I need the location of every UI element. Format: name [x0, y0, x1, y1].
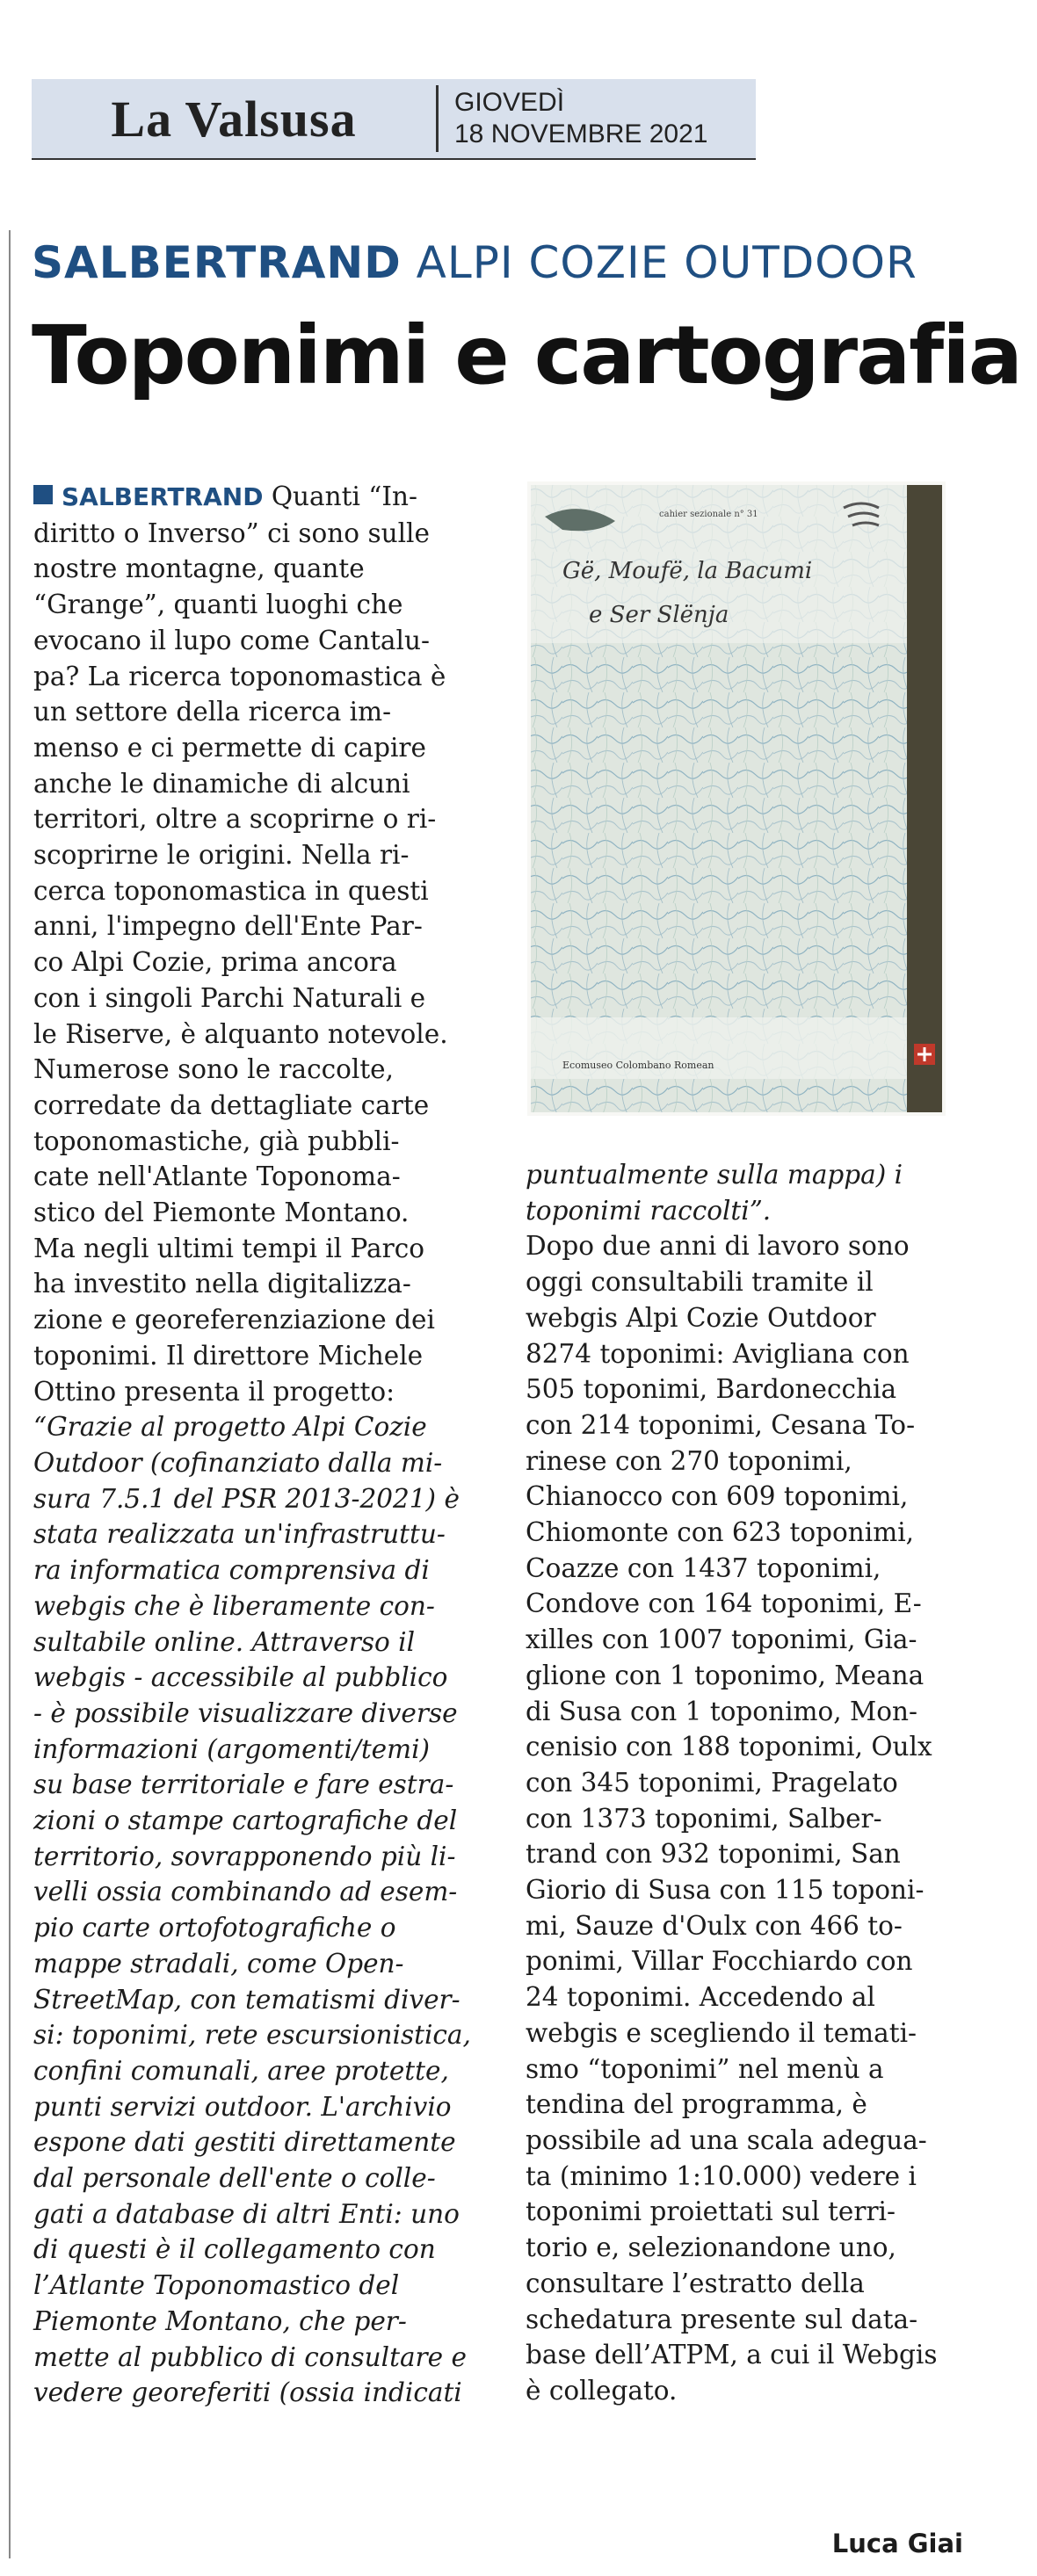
issue-day: GIOVEDÌ — [454, 88, 565, 117]
line-text: territorio, sovrapponendo più li- — [33, 1841, 456, 1871]
line-text: torio e, selezionandone uno, — [526, 2232, 896, 2263]
line-text: menso e ci permette di capire — [33, 732, 426, 763]
line-text: - è possibile visualizzare diverse — [33, 1697, 458, 1728]
line-text: rinese con 270 toponimi, — [526, 1445, 852, 1476]
cover-author: Ecomuseo Colombano Romean — [562, 1060, 714, 1071]
text-line — [33, 1803, 482, 1839]
cover-title-1: Gë, Moufë, la Bacumi — [562, 558, 813, 584]
text-line — [33, 1338, 482, 1374]
line-text: di Susa con 1 toponimo, Mon- — [526, 1696, 917, 1726]
line-text: ta (minimo 1:10.000) vedere i — [526, 2160, 917, 2191]
text-line — [33, 2340, 482, 2376]
line-text: punti servizi outdoor. L'archivio — [33, 2091, 452, 2122]
text-line — [526, 2266, 965, 2302]
line-text: xilles con 1007 toponimi, Gia- — [526, 1624, 917, 1655]
text-line — [526, 2230, 965, 2266]
line-text: un settore della ricerca im- — [33, 697, 392, 727]
text-line — [33, 730, 482, 766]
text-line — [33, 1946, 482, 1982]
line-text: tendina del programma, è — [526, 2089, 867, 2120]
text-line — [33, 1767, 482, 1803]
text-line — [33, 479, 482, 516]
article-column-2 — [526, 1157, 965, 2409]
line-text: toponimi. Il direttore Michele — [33, 1340, 424, 1371]
line-text: Numerose sono le raccolte, — [33, 1054, 395, 1085]
text-line — [33, 2124, 482, 2160]
line-text: Coazze con 1437 toponimi, — [526, 1552, 881, 1583]
text-line — [33, 873, 482, 909]
line-text: glione con 1 toponimo, Meana — [526, 1660, 925, 1690]
article-headline: Toponimi e cartografia — [32, 308, 1021, 402]
line-text: toponomastiche, già pubbli- — [33, 1125, 400, 1156]
text-line — [526, 1658, 965, 1694]
line-text: diritto o Inverso” ci sono sulle — [33, 517, 430, 548]
line-text: cerca toponomastica in questi — [33, 875, 429, 906]
text-line — [33, 551, 482, 587]
text-line — [526, 1765, 965, 1801]
text-line — [526, 2373, 965, 2409]
line-text: con i singoli Parchi Naturali e — [33, 982, 426, 1013]
text-line — [33, 1552, 482, 1588]
cover-title-2: e Ser Slënja — [589, 602, 729, 628]
text-line — [33, 1052, 482, 1088]
text-line — [526, 1407, 965, 1444]
line-text: mappe stradali, come Open- — [33, 1948, 404, 1979]
issue-date-text: 18 NOVEMBRE 2021 — [454, 119, 708, 148]
book-cover-image — [527, 481, 946, 1116]
line-text: gati a database di altri Enti: uno — [33, 2198, 460, 2229]
line-text: 505 toponimi, Bardonecchia — [526, 1374, 897, 1405]
issue-date — [439, 87, 707, 150]
line-text: smo “toponimi” nel menù a — [526, 2053, 884, 2084]
line-text: stico del Piemonte Montano. — [33, 1198, 410, 1228]
line-text: Ottino presenta il progetto: — [33, 1376, 395, 1407]
text-line — [526, 1264, 965, 1300]
text-line — [33, 1696, 482, 1732]
column-edge-rule — [9, 230, 11, 2558]
text-line — [526, 1622, 965, 1658]
line-text: co Alpi Cozie, prima ancora — [33, 947, 397, 978]
text-line — [33, 1624, 482, 1661]
text-line — [33, 1231, 482, 1267]
line-text: Ma negli ultimi tempi il Parco — [33, 1233, 424, 1263]
line-text: vedere georeferiti (ossia indicati — [33, 2377, 462, 2408]
line-text: consultare l’estratto della — [526, 2268, 865, 2298]
cover-series: cahier sezionale n° 31 — [659, 510, 758, 519]
text-line — [33, 980, 482, 1017]
line-text: di questi è il collegamento con — [33, 2234, 436, 2265]
line-text: toponimi raccolti”. — [526, 1195, 772, 1226]
masthead — [32, 79, 756, 158]
line-text: Piemonte Montano, che per- — [33, 2305, 407, 2336]
text-line — [526, 1908, 965, 1944]
line-text: trand con 932 toponimi, San — [526, 1839, 901, 1870]
text-line — [526, 1943, 965, 1979]
dateline-place: SALBERTRAND — [62, 482, 264, 511]
line-text: sura 7.5.1 del PSR 2013-2021) è — [33, 1483, 460, 1514]
text-line — [526, 1300, 965, 1336]
line-text: zioni o stampe cartografiche del — [33, 1805, 458, 1836]
text-line — [526, 1872, 965, 1908]
text-line — [33, 1088, 482, 1124]
text-line — [33, 2232, 482, 2268]
text-line — [33, 1982, 482, 2018]
text-line — [33, 2196, 482, 2232]
line-text: puntualmente sulla mappa) i — [526, 1160, 903, 1190]
line-text: l’Atlante Toponomastico del — [33, 2270, 400, 2301]
text-line — [33, 659, 482, 695]
text-line — [33, 1839, 482, 1875]
text-line — [33, 1445, 482, 1481]
article-column-1 — [33, 479, 482, 2411]
line-text: ponimi, Villar Focchiardo con — [526, 1946, 913, 1977]
text-line — [526, 1371, 965, 1407]
line-text: con 1373 toponimi, Salber- — [526, 1803, 882, 1834]
masthead-rule — [32, 158, 756, 160]
text-line — [33, 1732, 482, 1768]
text-line — [526, 1336, 965, 1372]
line-text: corredate da dettagliate carte — [33, 1089, 430, 1120]
line-text: Quanti “In- — [271, 481, 417, 511]
line-text: Outdoor (cofinanziato dalla mi- — [33, 1447, 443, 1478]
text-line — [526, 1979, 965, 2015]
text-line — [33, 1195, 482, 1231]
line-text: dal personale dell'ente o colle- — [33, 2163, 436, 2194]
line-text: confini comunali, aree protette, — [33, 2055, 449, 2086]
line-text: schedatura presente sul data- — [526, 2304, 918, 2334]
text-line — [526, 1193, 965, 1229]
text-line — [526, 1801, 965, 1837]
line-text: espone dati gestiti direttamente — [33, 2127, 456, 2158]
newspaper-logo: La Valsusa — [111, 90, 357, 148]
text-line — [33, 1588, 482, 1624]
line-text: Chiomonte con 623 toponimi, — [526, 1517, 915, 1548]
line-text: toponimi proiettati sul terri- — [526, 2196, 896, 2227]
text-line — [33, 944, 482, 980]
line-text: possibile ad una scala adegua- — [526, 2124, 927, 2155]
text-line — [526, 1515, 965, 1551]
line-text: con 345 toponimi, Pragelato — [526, 1767, 898, 1798]
text-line — [526, 2015, 965, 2051]
text-line — [33, 2375, 482, 2411]
line-text: webgis e scegliendo il temati- — [526, 2017, 917, 2048]
section-square-icon — [33, 485, 53, 504]
text-line — [526, 1444, 965, 1480]
line-text: è collegato. — [526, 2375, 678, 2406]
text-line — [526, 1479, 965, 1515]
text-line — [33, 2089, 482, 2125]
text-line — [33, 2053, 482, 2089]
text-line — [33, 837, 482, 873]
text-line — [526, 2194, 965, 2230]
text-line — [526, 1586, 965, 1622]
text-line — [33, 623, 482, 659]
text-line — [33, 1159, 482, 1195]
line-text: base dell’ATPM, a cui il Webgis — [526, 2340, 938, 2370]
cover-spine — [907, 485, 942, 1112]
text-line — [33, 2017, 482, 2053]
line-text: cate nell'Atlante Toponoma- — [33, 1161, 401, 1192]
text-line — [526, 1694, 965, 1730]
kicker-section: ALPI COZIE OUTDOOR — [416, 237, 917, 288]
line-text: anni, l'impegno dell'Ente Par- — [33, 911, 423, 942]
kicker — [32, 237, 917, 288]
text-line — [526, 2337, 965, 2373]
line-text: informazioni (argomenti/temi) — [33, 1733, 431, 1764]
line-text: 8274 toponimi: Avigliana con — [526, 1338, 910, 1369]
text-line — [33, 1481, 482, 1517]
text-line — [33, 1266, 482, 1302]
line-text: webgis - accessibile al pubblico — [33, 1662, 448, 1693]
line-text: evocano il lupo come Cantalu- — [33, 625, 430, 655]
line-text: anche le dinamiche di alcuni — [33, 768, 410, 799]
text-line — [526, 1228, 965, 1264]
line-text: su base territoriale e fare estra- — [33, 1769, 454, 1800]
text-line — [526, 1729, 965, 1765]
text-line — [33, 1516, 482, 1552]
line-text: webgis che è liberamente con- — [33, 1590, 435, 1621]
line-text: stata realizzata un'infrastruttu- — [33, 1519, 446, 1550]
text-line — [33, 2268, 482, 2304]
text-line — [33, 766, 482, 802]
text-line — [33, 801, 482, 837]
line-text: scoprirne le origini. Nella ri- — [33, 840, 410, 871]
line-text: Giorio di Susa con 115 toponi- — [526, 1875, 925, 1906]
text-line — [33, 694, 482, 730]
text-line — [33, 2304, 482, 2340]
line-text: Dopo due anni di lavoro sono — [526, 1231, 910, 1262]
line-text: mi, Sauze d'Oulx con 466 to- — [526, 1910, 903, 1941]
text-line — [526, 2302, 965, 2338]
line-text: oggi consultabili tramite il — [526, 1267, 874, 1298]
text-line — [33, 1302, 482, 1338]
kicker-place: SALBERTRAND — [32, 237, 402, 288]
line-text: velli ossia combinando ad esem- — [33, 1877, 458, 1907]
line-text: 24 toponimi. Accedendo al — [526, 1982, 875, 2013]
text-line — [33, 1124, 482, 1160]
text-line — [526, 2159, 965, 2195]
text-line — [33, 908, 482, 944]
line-text: si: toponimi, rete escursionistica, — [33, 2020, 471, 2051]
text-line — [33, 2160, 482, 2196]
line-text: pa? La ricerca toponomastica è — [33, 661, 446, 691]
author-byline: Luca Giai — [831, 2529, 963, 2558]
line-text: StreetMap, con tematismi diver- — [33, 1984, 460, 2015]
line-text: con 214 toponimi, Cesana To- — [526, 1409, 916, 1440]
text-line — [33, 1017, 482, 1053]
text-line — [33, 1409, 482, 1445]
text-line — [33, 1660, 482, 1696]
line-text: ra informatica comprensiva di — [33, 1555, 430, 1586]
text-line — [526, 1836, 965, 1872]
line-text: pio carte ortofotografiche o — [33, 1913, 396, 1943]
text-line — [526, 2123, 965, 2159]
line-text: “Grazie al progetto Alpi Cozie — [33, 1412, 427, 1443]
text-line — [33, 1910, 482, 1946]
line-text: cenisio con 188 toponimi, Oulx — [526, 1732, 932, 1762]
text-line — [526, 2087, 965, 2123]
text-line — [526, 1551, 965, 1587]
line-text: nostre montagne, quante — [33, 554, 365, 584]
line-text: webgis Alpi Cozie Outdoor — [526, 1302, 876, 1333]
text-line — [526, 1157, 965, 1193]
line-text: le Riserve, è alquanto notevole. — [33, 1018, 448, 1049]
text-line — [526, 2051, 965, 2088]
line-text: Condove con 164 toponimi, E- — [526, 1588, 922, 1619]
line-text: ha investito nella digitalizza- — [33, 1269, 411, 1299]
text-line — [33, 587, 482, 623]
line-text: zione e georeferenziazione dei — [33, 1305, 435, 1335]
line-text: territori, oltre a scoprirne o ri- — [33, 804, 437, 835]
line-text: Chianocco con 609 toponimi, — [526, 1481, 909, 1512]
text-line — [33, 516, 482, 552]
text-line — [33, 1874, 482, 1910]
line-text: sultabile online. Attraverso il — [33, 1626, 416, 1657]
line-text: “Grange”, quanti luoghi che — [33, 590, 403, 620]
text-line — [33, 1374, 482, 1410]
line-text: mette al pubblico di consultare e — [33, 2341, 467, 2372]
